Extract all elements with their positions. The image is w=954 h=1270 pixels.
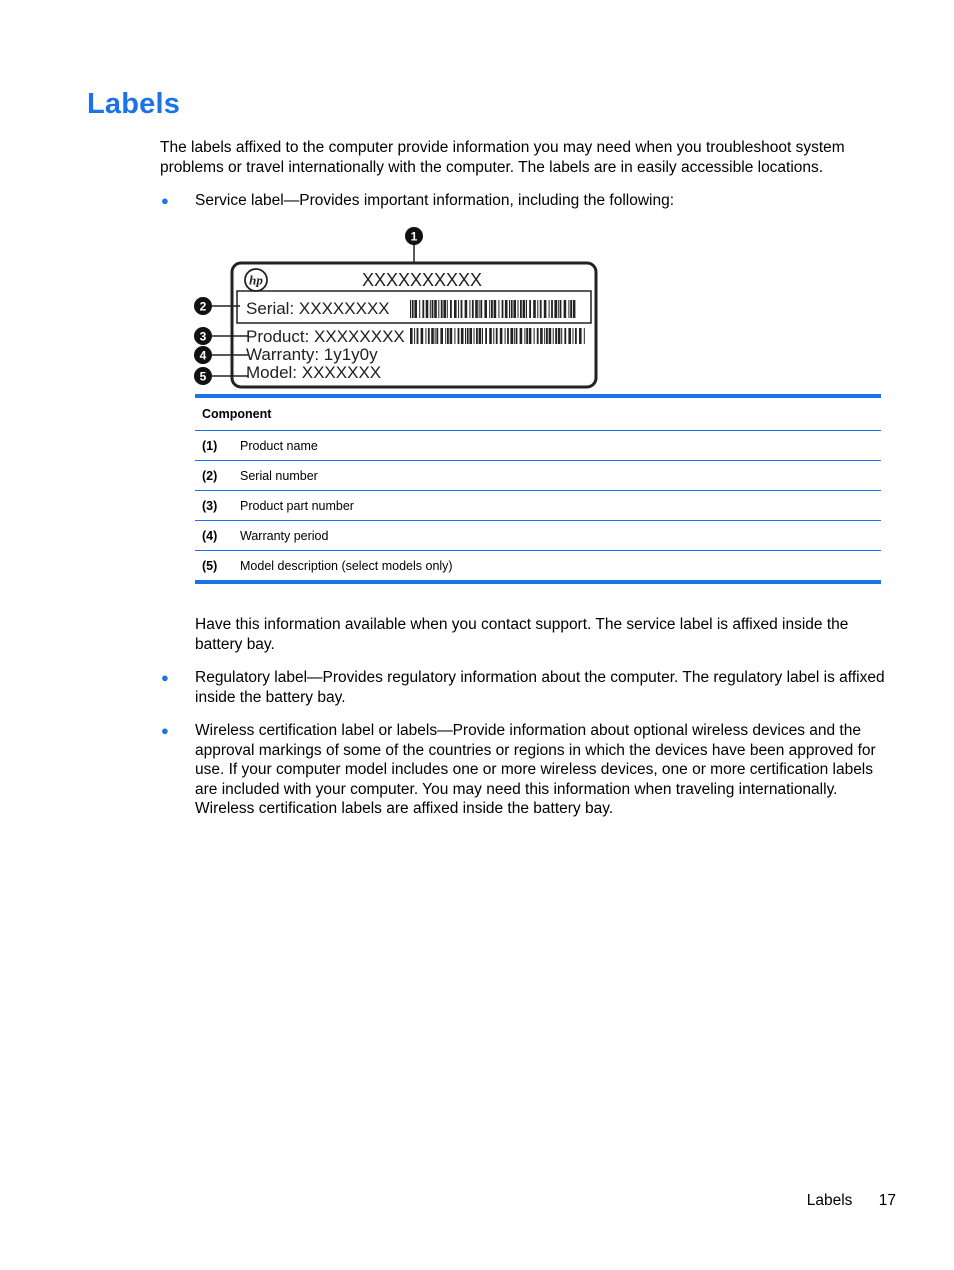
table-header-component: Component — [195, 396, 881, 431]
bullet-icon: ● — [161, 193, 169, 208]
callout-5: 5 — [199, 369, 207, 384]
label-model: Model: XXXXXXX — [246, 363, 382, 382]
page-footer — [807, 1192, 896, 1210]
callout-2: 2 — [199, 299, 207, 314]
page-title: Labels — [87, 88, 181, 120]
bullet-wireless-label: Wireless certification label or labels—Provide information about optional wireless devices and the approval markings of some of the countries or regions in which the devices have been approved for use. If your computer model includes one or more wireless devices, one or more certification labels are included with your computer. You may need this information when traveling internationally. Wireless certification labels are affixed inside the battery bay. — [195, 722, 876, 817]
page-number: 17 — [878, 1192, 896, 1209]
table-header-row — [195, 396, 881, 431]
bullet-icon: ● — [161, 723, 169, 738]
row-number: (5) — [202, 558, 218, 573]
label-product: Product: XXXXXXXX — [246, 327, 405, 346]
row-number: (3) — [195, 491, 240, 521]
label-serial: Serial: XXXXXXXX — [246, 299, 390, 318]
table-row — [195, 551, 881, 583]
row-number: (2) — [195, 461, 240, 491]
row-number: (4) — [195, 521, 240, 551]
row-description: Warranty period — [240, 521, 881, 551]
row-description: Product part number — [240, 491, 881, 521]
row-number: (1) — [195, 431, 240, 461]
hp-logo-text: hp — [249, 272, 263, 288]
table-row — [195, 521, 881, 551]
callout-1: 1 — [410, 229, 418, 244]
label-product-name: XXXXXXXXXX — [362, 270, 483, 290]
table-row — [195, 461, 881, 491]
intro-paragraph: The labels affixed to the computer provide information you may need when you troubleshoot system problems or travel internationally with the computer. The labels are in easily accessible locations. — [160, 139, 845, 176]
row-description: Serial number — [240, 461, 881, 491]
label-warranty: Warranty: 1y1y0y — [246, 345, 378, 364]
table-row — [195, 431, 881, 461]
callout-3: 3 — [199, 329, 207, 344]
footer-section: Labels — [806, 1192, 853, 1209]
component-table — [195, 394, 881, 584]
row-description: Model description (select models only) — [240, 558, 453, 573]
hp-logo-icon — [245, 269, 267, 291]
row-description: Product name — [240, 431, 881, 461]
service-label-illustration — [190, 224, 600, 392]
table-row — [195, 491, 881, 521]
bullet-icon: ● — [161, 670, 169, 685]
support-paragraph: Have this information available when you contact support. The service label is affixed inside the battery bay. — [195, 616, 849, 653]
bullet-service-label: Service label—Provides important information, including the following: — [195, 192, 675, 209]
bullet-regulatory-label: Regulatory label—Provides regulatory information about the computer. The regulatory label is affixed inside the battery bay. — [195, 669, 885, 706]
callout-4: 4 — [199, 348, 207, 363]
